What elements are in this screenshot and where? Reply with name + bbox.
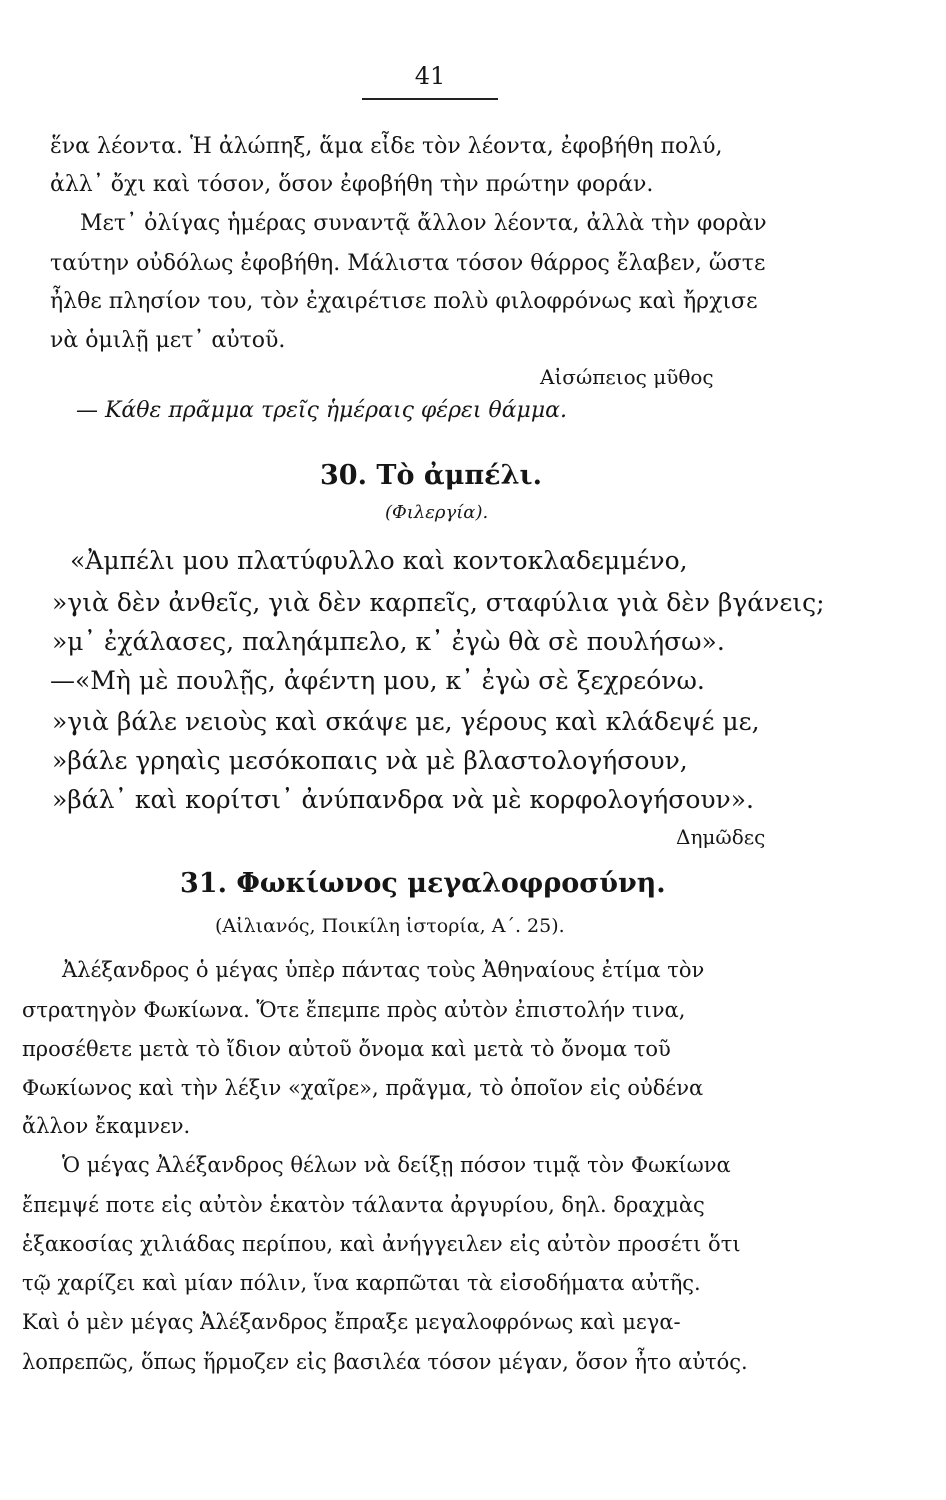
poem-line: »μ᾽ ἐχάλασες, παληάμπελο, κ᾽ ἐγὼ θὰ σὲ πουλήσω». xyxy=(52,627,725,656)
text-line: προσέθετε μετὰ τὸ ἴδιον αὐτοῦ ὄνομα καὶ μετὰ τὸ ὄνομα τοῦ xyxy=(22,1037,671,1061)
text-line: ἀλλ᾽ ὄχι καὶ τόσον, ὅσον ἐφοβήθη τὴν πρώτην φοράν. xyxy=(50,172,654,197)
text-line: Καὶ ὁ μὲν μέγας Ἀλέξανδρος ἔπραξε μεγαλοφρόνως καὶ μεγα- xyxy=(22,1310,681,1334)
poem-line: »βάλε γρηαὶς μεσόκοπαις νὰ μὲ βλαστολογήσουν, xyxy=(52,746,688,775)
page-number-rule xyxy=(362,98,498,100)
poem-attribution: Δημῶδες xyxy=(676,825,766,849)
text-line: λοπρεπῶς, ὅπως ἥρμοζεν εἰς βασιλέα τόσον μέγαν, ὅσον ἦτο αὐτός. xyxy=(22,1350,748,1374)
section-source-31: (Αἰλιανός, Ποικίλη ἱστορία, Α΄. 25). xyxy=(215,915,565,937)
text-line: ἔπεμψέ ποτε εἰς αὐτὸν ἑκατὸν τάλαντα ἀργυρίου, δηλ. δραχμὰς xyxy=(22,1193,705,1217)
poem-line: «Ἀμπέλι μου πλατύφυλλο καὶ κοντοκλαδεμμένο, xyxy=(70,546,688,575)
text-line: ἦλθε πλησίον του, τὸν ἐχαιρέτισε πολὺ φιλοφρόνως καὶ ἤρχισε xyxy=(50,289,758,314)
text-line: νὰ ὁμιλῇ μετ᾽ αὐτοῦ. xyxy=(50,328,286,353)
text-line: Ἀλέξανδρος ὁ μέγας ὑπὲρ πάντας τοὺς Ἀθηναίους ἐτίμα τὸν xyxy=(62,958,705,982)
section-title-31: 31. Φωκίωνος μεγαλοφροσύνη. xyxy=(180,868,666,899)
poem-line: »βάλ᾽ καὶ κορίτσι᾽ ἀνύπανδρα νὰ μὲ κορφολογήσουν». xyxy=(52,785,755,814)
text-line: Φωκίωνος καὶ τὴν λέξιν «χαῖρε», πρᾶγμα, τὸ ὁποῖον εἰς οὐδένα xyxy=(22,1076,704,1100)
poem-line: »γιὰ δὲν ἀνθεῖς, γιὰ δὲν καρπεῖς, σταφύλια γιὰ δὲν βγάνεις; xyxy=(52,588,825,617)
section-subtitle-30: (Φιλεργία). xyxy=(385,502,489,523)
text-line: ταύτην οὐδόλως ἐφοβήθη. Μάλιστα τόσον θάρρος ἔλαβεν, ὥστε xyxy=(50,251,766,276)
text-line: ἕνα λέοντα. Ἡ ἀλώπηξ, ἅμα εἶδε τὸν λέοντα, ἐφοβήθη πολύ, xyxy=(50,134,723,159)
poem-line: —«Μὴ μὲ πουλῇς, ἀφέντη μου, κ᾽ ἐγὼ σὲ ξεχρεόνω. xyxy=(50,666,705,695)
text-line: ἄλλον ἔκαμνεν. xyxy=(22,1114,191,1138)
poem-line: »γιὰ βάλε νειοὺς καὶ σκάψε με, γέρους καὶ κλάδεψέ με, xyxy=(52,707,760,736)
text-line: Μετ᾽ ὀλίγας ἡμέρας συναντᾷ ἄλλον λέοντα, ἀλλὰ τὴν φορὰν xyxy=(80,211,767,236)
text-line: τῷ χαρίζει καὶ μίαν πόλιν, ἵνα καρπῶται τὰ εἰσοδήματα αὐτῆς. xyxy=(22,1271,701,1295)
text-line: Ὁ μέγας Ἀλέξανδρος θέλων νὰ δείξῃ πόσον τιμᾷ τὸν Φωκίωνα xyxy=(62,1153,731,1177)
text-line: ἑξακοσίας χιλιάδας περίπου, καὶ ἀνήγγειλεν εἰς αὐτὸν προσέτι ὅτι xyxy=(22,1232,741,1256)
proverb: — Κάθε πρᾶμμα τρεῖς ἡμέραις φέρει θάμμα. xyxy=(76,398,568,423)
page-number: 41 xyxy=(414,62,446,90)
fable-attribution: Αἰσώπειος μῦθος xyxy=(540,365,714,389)
section-title-30: 30. Τὸ ἀμπέλι. xyxy=(320,460,542,491)
text-line: στρατηγὸν Φωκίωνα. Ὅτε ἔπεμπε πρὸς αὐτὸν ἐπιστολήν τινα, xyxy=(22,998,686,1022)
